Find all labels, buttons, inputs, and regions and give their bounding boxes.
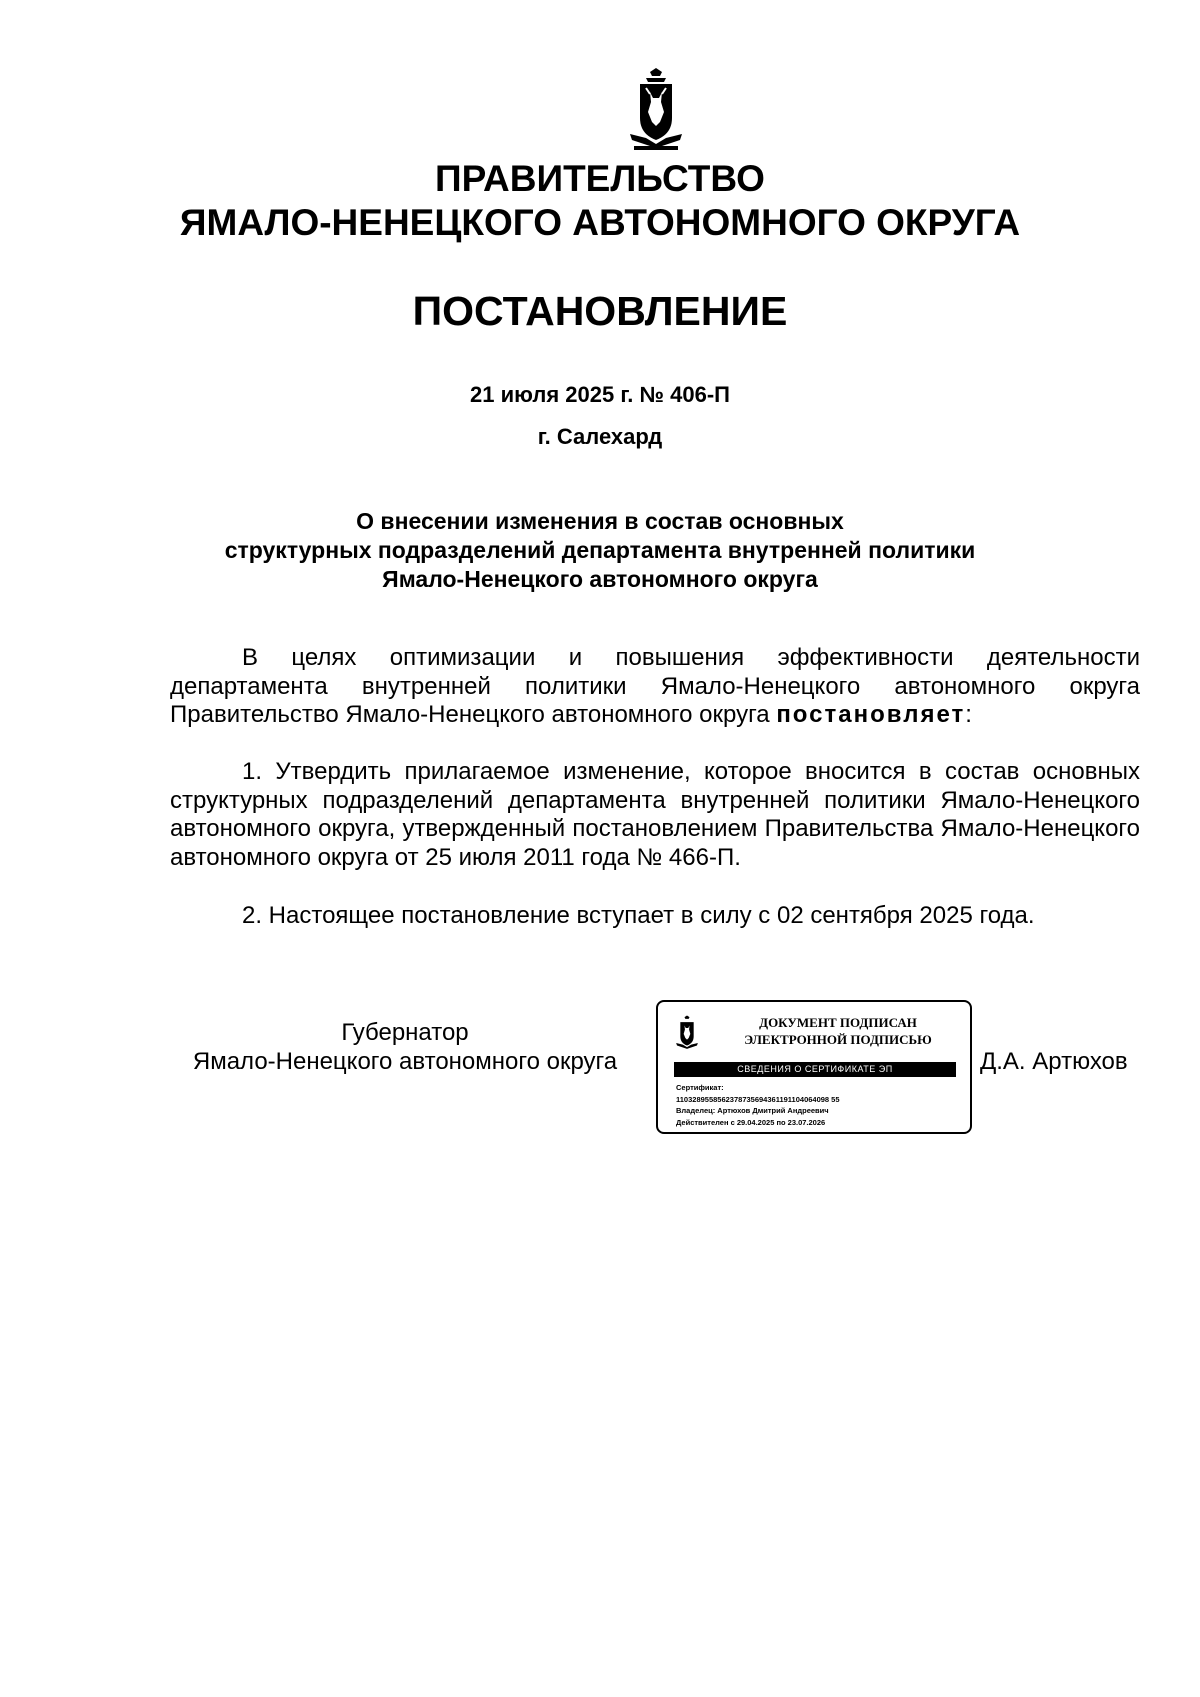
resolution-keyword: постановляет [776,701,966,729]
certificate-details [676,1082,840,1128]
signatory-position [170,1018,640,1076]
document-date-number: 21 июля 2025 г. № 406-П [470,382,730,407]
certificate-validity: Действителен с 29.04.2025 по 23.07.2026 [676,1117,826,1127]
certificate-info-bar: СВЕДЕНИЯ О СЕРТИФИКАТЕ ЭП [674,1062,956,1077]
clause-2: 2. Настоящее постановление вступает в силу с 02 сентября 2025 года. [242,902,1035,929]
clause-1: 1. Утвердить прилагаемое изменение, которое вносится в состав основных структурных подразделений департамента внутренней политики Ямало-Ненецкого автономного округа, утвержденный постановлением Правительства Ямало-Ненецкого автономного округа от 25 июля 2011 года № 466-П. [170,758,1140,871]
subject-line: структурных подразделений департамента внутренней политики [224,537,976,563]
electronic-signature-stamp [656,1000,972,1134]
certificate-label: Сертификат: [676,1083,724,1092]
certificate-owner: Владелец: Артюхов Дмитрий Андреевич [676,1106,829,1115]
document-type: ПОСТАНОВЛЕНИЕ [412,288,788,334]
preamble-colon: : [965,701,972,729]
stamp-title-line: ДОКУМЕНТ ПОДПИСАН [759,1015,917,1030]
signatory-name: Д.А. Артюхов [980,1048,1128,1075]
subject-line: О внесении изменения в состав основных [356,508,844,534]
position-title: Губернатор [341,1019,469,1046]
stamp-title [718,1014,958,1048]
stamp-title-line: ЭЛЕКТРОННОЙ ПОДПИСЬЮ [744,1032,932,1047]
preamble-text: В целях оптимизации и повышения эффективности деятельности департамента внутренней политики Ямало-Ненецкого автономного округа Правительство Ямало-Ненецкого автономного округа [170,644,1140,729]
certificate-number: 1103289558562378735694361191104064098 55 [676,1094,840,1104]
position-region: Ямало-Ненецкого автономного округа [192,1048,618,1075]
document-subject [0,507,1200,594]
document-city: г. Салехард [537,424,663,449]
government-title: ПРАВИТЕЛЬСТВО [435,158,765,199]
coat-of-arms-icon [620,68,692,152]
coat-of-arms-icon [672,1014,702,1052]
government-region: ЯМАЛО-НЕНЕЦКОГО АВТОНОМНОГО ОКРУГА [179,202,1021,243]
preamble-paragraph [170,644,1140,730]
subject-line: Ямало-Ненецкого автономного округа [382,566,818,592]
